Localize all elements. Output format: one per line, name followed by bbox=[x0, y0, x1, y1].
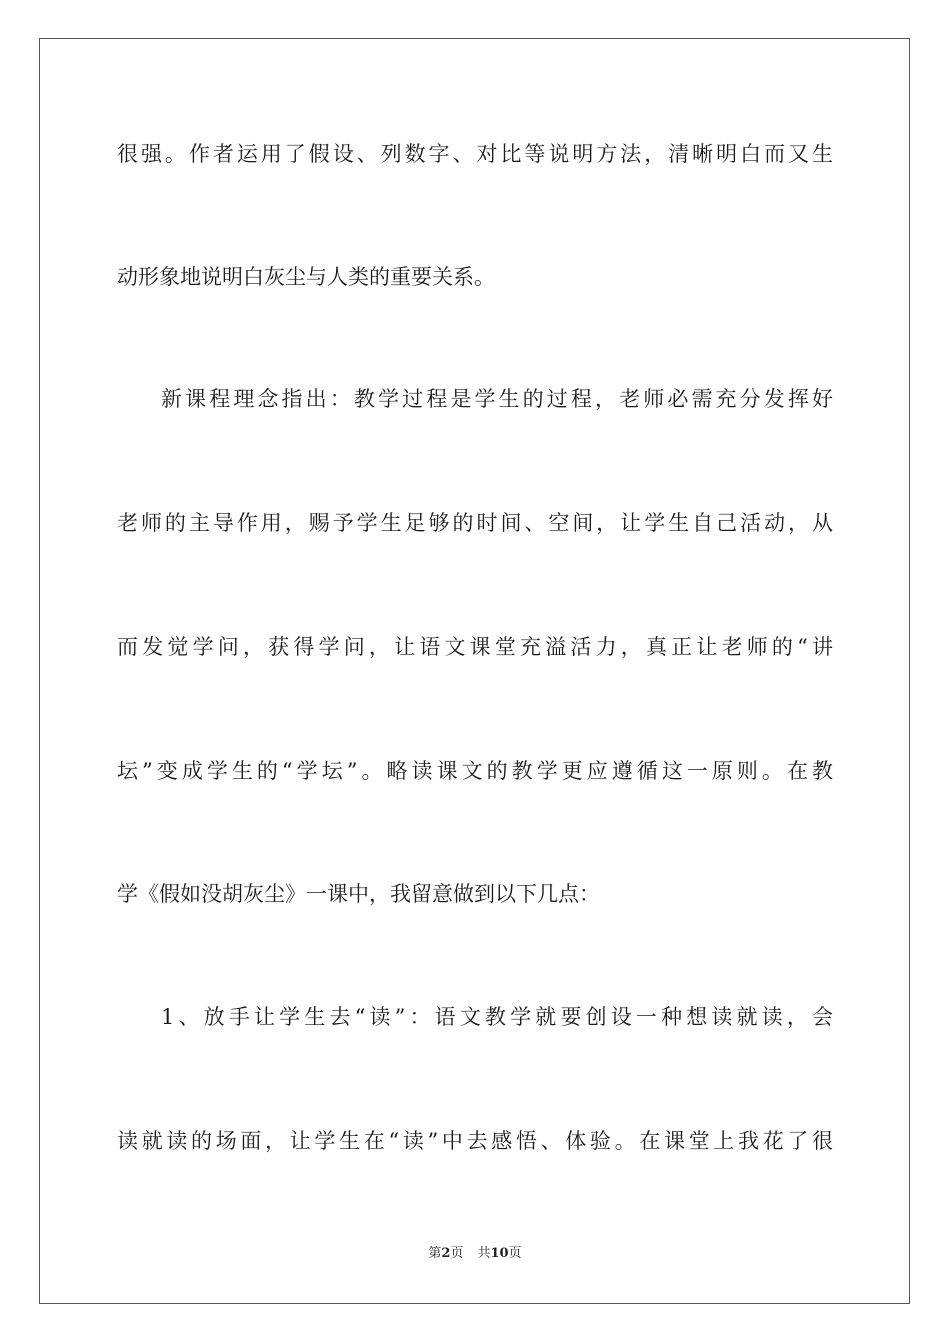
page-footer bbox=[0, 1244, 950, 1264]
paragraph-2-line-2: 老师的主导作用，赐予学生足够的时间、空间，让学生自己活动，从 bbox=[117, 511, 833, 535]
total-suffix: 页 bbox=[508, 1246, 522, 1261]
text-line-2: 动形象地说明白灰尘与人类的重要关系。 bbox=[117, 265, 495, 289]
page-prefix: 第 bbox=[428, 1246, 442, 1261]
page-number: 2 bbox=[441, 1246, 451, 1261]
page-border bbox=[39, 38, 910, 1304]
paragraph-3-line-1: 1、放手让学生去“读”：语文教学就要创设一种想读就读，会 bbox=[161, 1005, 833, 1029]
paragraph-2-line-3: 而发觉学问，获得学问，让语文课堂充溢活力，真正让老师的“讲 bbox=[117, 635, 833, 659]
total-pages: 10 bbox=[490, 1246, 509, 1261]
total-prefix: 共 bbox=[477, 1246, 491, 1261]
text-line-1: 很强。作者运用了假设、列数字、对比等说明方法，清晰明白而又生 bbox=[117, 142, 833, 166]
page-suffix: 页 bbox=[450, 1246, 464, 1261]
paragraph-2-line-4: 坛”变成学生的“学坛”。略读课文的教学更应遵循这一原则。在教 bbox=[117, 759, 833, 783]
paragraph-3-line-2: 读就读的场面，让学生在“读”中去感悟、体验。在课堂上我花了很 bbox=[117, 1129, 833, 1153]
paragraph-2-line-1: 新课程理念指出：教学过程是学生的过程，老师必需充分发挥好 bbox=[161, 387, 833, 411]
paragraph-2-line-5: 学《假如没胡灰尘》一课中，我留意做到以下几点： bbox=[117, 882, 600, 906]
